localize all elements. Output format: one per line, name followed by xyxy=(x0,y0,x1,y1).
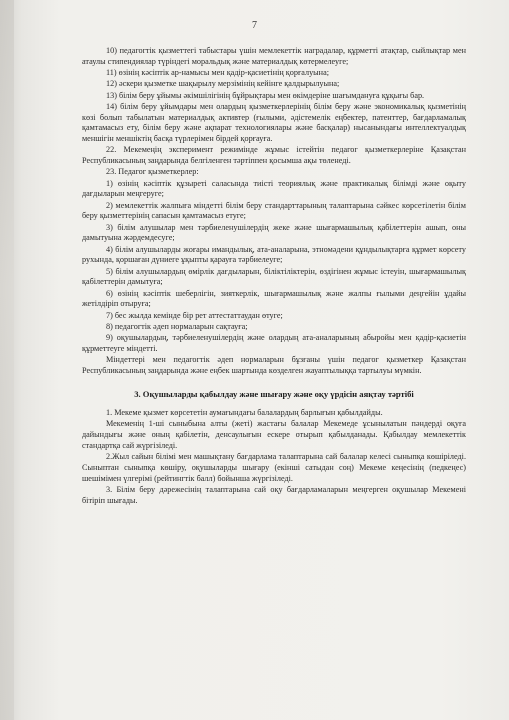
page-number: 7 xyxy=(252,20,257,31)
paragraph-item-12: 12) әскери қызметке шақырылу мерзімінің кейінге қалдырылуына; xyxy=(106,79,340,89)
paragraph-item-13: 13) білім беру ұйымы әкімшілігінің бұйрықтары мен өкімдеріне шағымдануға құқығы бар. xyxy=(106,90,425,100)
paragraph-admission-3: 3. Білім беру дәрежесінің талаптарына сай оқу бағдарламаларын меңгерген оқушылар Мекемені бітіріп шығады. xyxy=(82,484,466,505)
paragraph-liability: Міндеттері мен педагогтік әдеп нормаларын бұзғаны үшін педагог қызметкер Қазақстан Республикасының заңдарында және еңбек шартында көзделген жауаптылыққа тартылуы мүмкін. xyxy=(82,355,466,375)
paragraph-duty-2: 2) мемлекеттік жалпыға міндетті білім беру стандарттарының талаптарына сәйкес көрсетілетін білім беру қызметтерінің сапасын қамтамасыз етуге; xyxy=(82,200,466,221)
document-body xyxy=(82,46,466,507)
paragraph-duty-3: 3) білім алушылар мен тәрбиеленушілердің жеке және шығармашылық қабілеттерін ашып, оны дамытуына жәрдемдесуге; xyxy=(82,222,466,243)
paragraph-duty-6: 6) өзінің кәсіптік шеберлігін, зияткерлік, шығармашылық және жалпы ғылыми деңгейін ұдайы жетілдіріп отыруға; xyxy=(82,288,466,309)
paragraph-clause-22: 22. Мекемеңің эксперимент режимінде жұмыс істейтін педагог қызметкерлеріне Қазақстан Республикасының заңдарында белгіленген тәртіппен қосымша ақы төленеді. xyxy=(82,145,466,165)
paragraph-duty-4: 4) білім алушыларды жоғары имандылық, ата-аналарына, этномәдени құндылықтарға құрмет көрсету рухында, қоршаған дүниеге ұқыпты қарауға тәрбиелеуге; xyxy=(82,244,466,265)
paragraph-duty-5: 5) білім алушылардың өмірлік дағдыларын, біліктіліктерін, өздігінен жұмыс істеуін, шығармашылық қабілеттерін дамытуға; xyxy=(82,266,466,287)
paragraph-clause-23: 23. Педагог қызметкерлер: xyxy=(106,167,199,177)
paragraph-admission-1: 1. Мекеме қызмет көрсететін аумағындағы балалардың барлығын қабылдайды. xyxy=(106,408,383,418)
paragraph-admission-2: 2.Жыл сайын білімі мен машықтану бағдарлама талаптарына сай балалар келесі сыныпқа көшіріледі. Сыныптан сыныпқа көшіру, оқушыларды шығару (екінші сатыдан соң) Мекеме кеңесінің (педкеңес) шешімімен үлгерімі (рейтингтік балл) бойынша жүргізіледі. xyxy=(82,452,466,483)
paragraph-item-14: 14) білім беру ұйымдары мен олардың қызметкерлерінің білім беру және экономикалық қызметінің көзі болып табылатын материалдық активтер (ғылыми, әдістемелік еңбектер, патенттер, бағдарламалық қамтамасыз ету, білім беру және ақпарат технологиялары және басқалар) нысанындағы интеллектуалдық меншігін меншіктің басқа түрлерімен бірдей қорғауға. xyxy=(82,101,466,143)
paragraph-duty-8: 8) педагогтік әдеп нормаларын сақтауға; xyxy=(106,321,248,331)
section-heading: 3. Оқушыларды қабылдау және шығару және оқу үрдісін аяқтау тәртібі xyxy=(134,389,414,400)
paragraph-duty-7: 7) бес жылда кемінде бір рет аттестаттаудан өтуге; xyxy=(106,310,283,320)
paragraph-item-11: 11) өзінің кәсіптік ар-намысы мен қадір-қасиетінің қорғалуына; xyxy=(106,68,329,77)
paragraph-duty-1: 1) өзінің кәсіптік құзыреті саласында тиісті теориялық және практикалық білімді және оқыту дағдыларын меңгеруге; xyxy=(82,178,466,199)
paragraph-duty-9: 9) оқушылардың, тәрбиеленушілердің және олардың ата-аналарының абыройы мен қадір-қасиетін құрметтеуге міндетті. xyxy=(82,333,466,353)
paragraph-admission-first-grade: Мекеменің 1-ші сыныбына алты (жеті) жастағы балалар Мекемеде ұсынылатын пәндерді оқуға дайындығы және оның қабілетін, денсаулығын ескере отырып қабылданады. Қабылдау мемлекеттік стандартқа сай жүргізіледі. xyxy=(82,419,466,450)
paragraph-item-10: 10) педагогтік қызметтегі табыстары үшін мемлекеттік наградалар, құрметті атақтар, сыйлықтар мен атаулы стипендиялар түріндегі моральдық және материалдық көтермелеуге; xyxy=(82,46,466,66)
